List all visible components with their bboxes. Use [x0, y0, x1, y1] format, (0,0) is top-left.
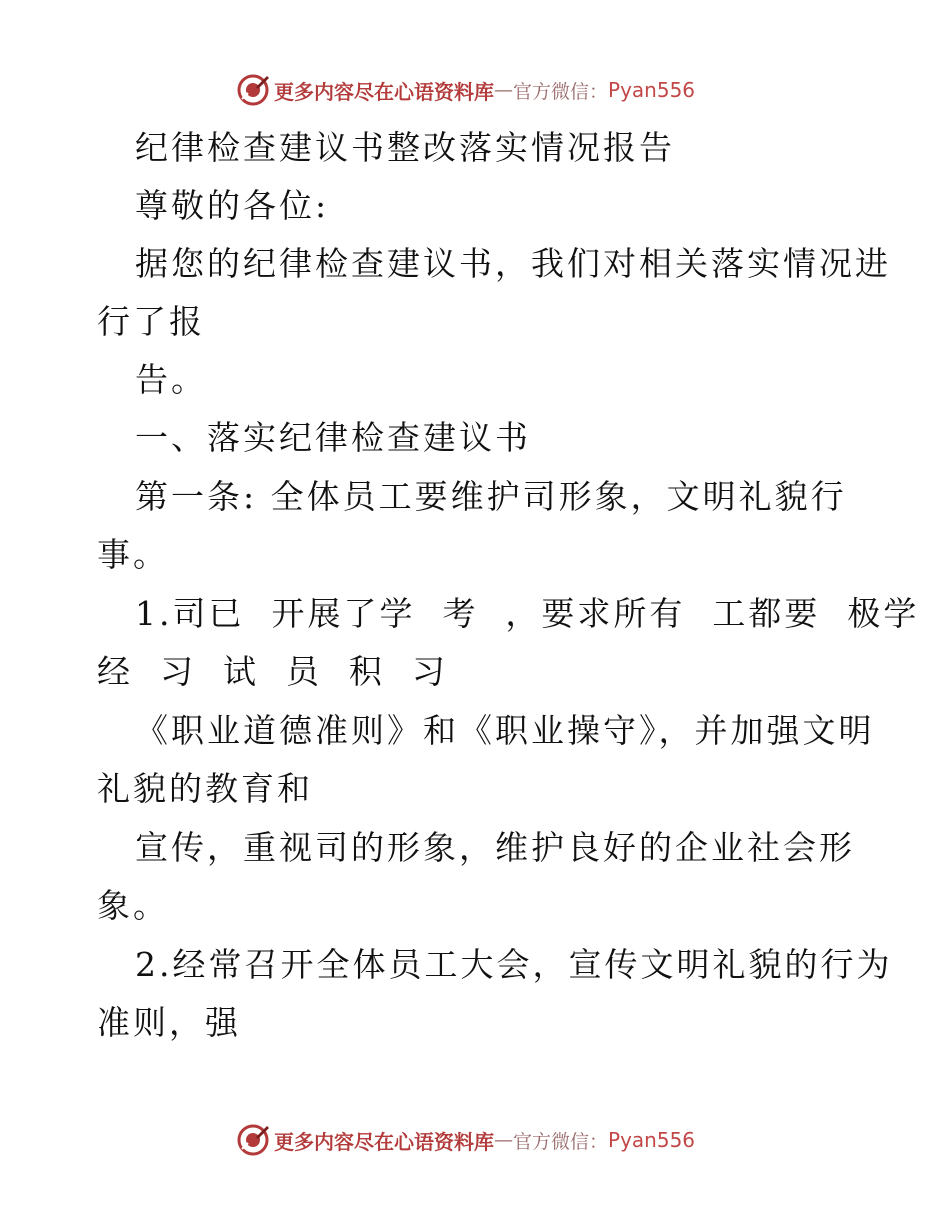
document-title: 纪律检查建议书整改落实情况报告 — [135, 128, 675, 167]
section-heading: 一、落实纪律检查建议书 — [135, 418, 531, 457]
pen-logo-icon — [236, 1123, 270, 1157]
paragraph-line: 据您的纪律检查建议书，我们对相关落实情况进 — [135, 244, 891, 283]
paragraph-line: 第一条: 全体员工要维护司形象，文明礼貌行 — [135, 477, 847, 516]
salutation: 尊敬的各位: — [135, 186, 330, 225]
watermark-header — [236, 73, 695, 107]
paragraph-line: 行了报 — [97, 302, 205, 341]
watermark-text: 更多内容尽在心语资料库 — [274, 1129, 494, 1154]
watermark-wechat-id: Pyan556 — [608, 78, 696, 102]
paragraph-line: 事。 — [97, 535, 169, 574]
pen-logo-icon — [236, 73, 270, 107]
watermark-separator: — — [494, 1129, 513, 1151]
paragraph-line: 象。 — [97, 886, 169, 925]
paragraph-line: 1.司已 开展了学 考 ，要求所有 工都要 极学 — [135, 594, 920, 633]
paragraph-line: 准则，强 — [97, 1003, 241, 1042]
watermark-wechat-label: 官方微信： — [513, 80, 609, 103]
paragraph-line: 经 习 试 员 积 习 — [97, 652, 448, 691]
paragraph-line: 2.经常召开全体员工大会，宣传文明礼貌的行为 — [135, 945, 893, 984]
paragraph-line: 《职业道德准则》和《职业操守》，并加强文明 — [135, 711, 875, 750]
watermark-separator: — — [494, 79, 513, 101]
paragraph-line: 礼貌的教育和 — [97, 769, 313, 808]
watermark-wechat-id: Pyan556 — [608, 1128, 696, 1152]
paragraph-line: 宣传，重视司的形象，维护良好的企业社会形 — [135, 828, 855, 867]
watermark-footer — [236, 1123, 695, 1157]
watermark-wechat-label: 官方微信： — [513, 1130, 609, 1153]
paragraph-line: 告。 — [135, 360, 207, 399]
watermark-text: 更多内容尽在心语资料库 — [274, 79, 494, 104]
